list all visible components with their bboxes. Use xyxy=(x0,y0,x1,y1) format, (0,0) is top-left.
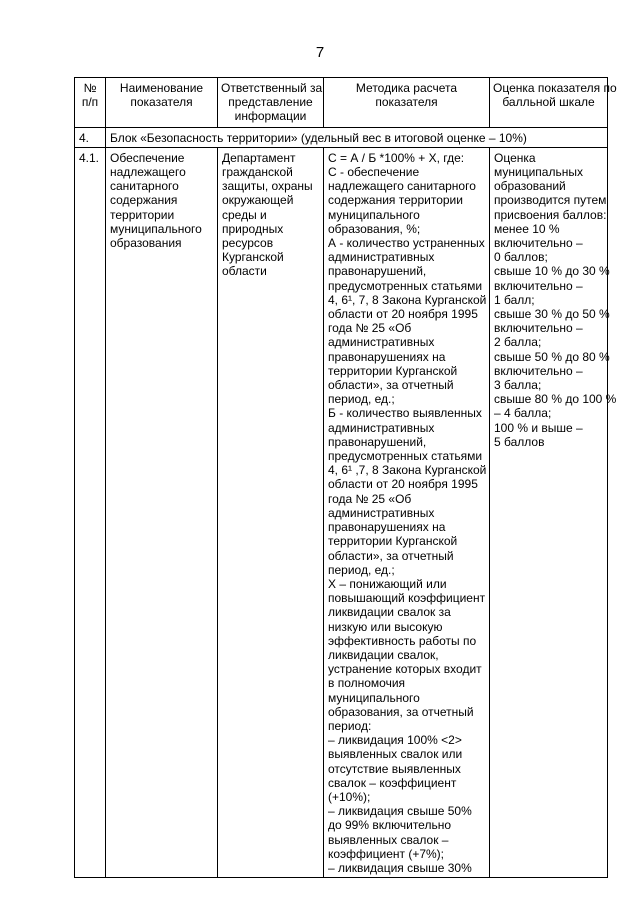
text-line: правонарушений, xyxy=(328,434,427,449)
text-line: административных xyxy=(328,505,435,520)
text-line: коэффициент (+7%); xyxy=(328,846,445,861)
text-line: области», за отчетный xyxy=(328,378,454,393)
text-line: административных xyxy=(328,335,435,350)
text-line: административных xyxy=(328,420,435,435)
text-line: присвоения баллов: xyxy=(494,207,607,222)
text-line: природных xyxy=(222,221,284,236)
text-line: образования, %; xyxy=(328,221,421,236)
text-line: 0 баллов; xyxy=(494,250,548,265)
text-line: балльной шкале xyxy=(502,95,595,110)
text-line: № xyxy=(83,81,97,95)
text-line: санитарного xyxy=(110,179,179,194)
text-line: Оценка xyxy=(494,150,536,165)
text-line: территории Курганской xyxy=(328,534,458,549)
table-header-row xyxy=(75,78,608,128)
block-row xyxy=(75,127,608,147)
text-line: (+10%); xyxy=(328,789,371,804)
text-line: представление xyxy=(228,95,313,110)
text-line: содержания xyxy=(110,193,178,208)
text-line: Департамент xyxy=(222,150,296,165)
text-line: правонарушений, xyxy=(328,264,427,279)
text-line: повышающий коэффициент xyxy=(328,591,486,606)
text-line: надлежащего xyxy=(110,165,186,180)
text-line: включительно – xyxy=(494,236,583,251)
text-line: Методика расчета xyxy=(355,81,458,95)
text-line: окружающей xyxy=(222,193,294,208)
text-line: года № 25 «Об xyxy=(328,321,412,336)
text-line: период, ед.; xyxy=(328,562,395,577)
text-line: информации xyxy=(234,109,307,124)
text-line: до 99% включительно xyxy=(328,818,452,833)
text-line: период, ед.; xyxy=(328,392,395,407)
row-num: 4.1. xyxy=(75,147,106,877)
text-line: – ликвидация свыше 50% xyxy=(328,804,472,819)
row-responsible xyxy=(218,147,324,877)
text-line: включительно – xyxy=(494,321,583,336)
text-line: 1 балл; xyxy=(494,292,535,307)
text-line: предусмотренных статьями xyxy=(328,278,483,293)
text-line: Курганской xyxy=(222,250,284,265)
text-line: Б - количество выявленных xyxy=(328,406,482,421)
text-line: муниципального xyxy=(110,221,202,236)
text-line: С = А / Б *100% + Х, где: xyxy=(328,150,465,165)
text-line: свыше 30 % до 50 % xyxy=(494,307,610,322)
table-row xyxy=(75,147,608,877)
header-method xyxy=(324,78,490,128)
header-responsible xyxy=(218,78,324,128)
text-line: – ликвидация 100% <2> xyxy=(328,733,462,748)
row-name xyxy=(106,147,218,877)
text-line: в полномочия xyxy=(328,676,406,691)
text-line: выявленных свалок – xyxy=(328,832,449,847)
text-line: 5 баллов xyxy=(494,434,545,449)
text-line: свыше 10 % до 30 % xyxy=(494,264,610,279)
text-line: территории xyxy=(110,207,175,222)
text-line: 4, 6¹, 7, 8 Закона Курганской xyxy=(328,292,487,307)
text-line: Оценка показателя по xyxy=(493,81,617,95)
text-line: 2 балла; xyxy=(494,335,542,350)
text-line: Наименование xyxy=(119,81,204,95)
text-line: территории Курганской xyxy=(328,363,458,378)
text-line: образования, за отчетный xyxy=(328,704,474,719)
text-line: области от 20 ноября 1995 xyxy=(328,307,478,322)
text-line: ресурсов xyxy=(222,236,274,251)
text-line: низкую или высокую xyxy=(328,619,443,634)
text-line: надлежащего санитарного xyxy=(328,179,476,194)
text-line: муниципальных xyxy=(494,165,583,180)
text-line: А - количество устраненных xyxy=(328,236,485,251)
text-line: включительно – xyxy=(494,278,583,293)
text-line: свыше 50 % до 80 % xyxy=(494,349,610,364)
header-name xyxy=(106,78,218,128)
text-line: ликвидации свалок, xyxy=(328,647,439,662)
text-line: включительно – xyxy=(494,363,583,378)
row-method xyxy=(324,147,490,877)
text-line: гражданской xyxy=(222,165,293,180)
text-line: ликвидации свалок за xyxy=(328,605,451,620)
text-line: период: xyxy=(328,718,372,733)
text-line: муниципального xyxy=(328,690,420,705)
text-line: производится путем xyxy=(494,193,607,208)
text-line: административных xyxy=(328,250,435,265)
header-score xyxy=(490,78,617,128)
block-num: 4. xyxy=(75,127,106,147)
text-line: устранение которых входит xyxy=(328,662,482,677)
row-score xyxy=(490,147,617,877)
text-line: защиты, охраны xyxy=(222,179,313,194)
text-line: правонарушениях на xyxy=(328,349,446,364)
text-line: Обеспечение xyxy=(110,150,185,165)
text-line: образований xyxy=(494,179,566,194)
text-line: показателя xyxy=(130,95,193,110)
text-line: свыше 80 % до 100 % xyxy=(494,392,617,407)
text-line: Х – понижающий или xyxy=(328,576,447,591)
text-line: Ответственный за xyxy=(221,81,323,95)
text-line: 100 % и выше – xyxy=(494,420,583,435)
block-title: Блок «Безопасность территории» (удельный вес в итоговой оценке – 10%) xyxy=(106,127,608,147)
page-number: 7 xyxy=(315,44,325,61)
text-line: выявленных свалок или xyxy=(328,747,463,762)
text-line: среды и xyxy=(222,207,267,222)
text-line: 4, 6¹ ,7, 8 Закона Курганской xyxy=(328,463,487,478)
text-line: свалок – коэффициент xyxy=(328,775,457,790)
text-line: муниципального xyxy=(328,207,420,222)
text-line: С - обеспечение xyxy=(328,165,420,180)
text-line: 3 балла; xyxy=(494,378,542,393)
header-num xyxy=(75,78,106,128)
text-line: менее 10 % xyxy=(494,221,560,236)
text-line: правонарушениях на xyxy=(328,520,446,535)
text-line: года № 25 «Об xyxy=(328,491,412,506)
indicator-table xyxy=(74,77,617,878)
text-line: отсутствие выявленных xyxy=(328,761,461,776)
text-line: предусмотренных статьями xyxy=(328,449,483,464)
text-line: области xyxy=(222,264,267,279)
text-line: – 4 балла; xyxy=(494,406,552,421)
text-line: показателя xyxy=(375,95,438,110)
text-line: образования xyxy=(110,236,182,251)
text-line: области», за отчетный xyxy=(328,548,454,563)
text-line: содержания территории xyxy=(328,193,463,208)
text-line: эффективность работы по xyxy=(328,633,477,648)
text-line: п/п xyxy=(81,95,99,110)
text-line: – ликвидация свыше 30% xyxy=(328,860,472,875)
text-line: области от 20 ноября 1995 xyxy=(328,477,478,492)
